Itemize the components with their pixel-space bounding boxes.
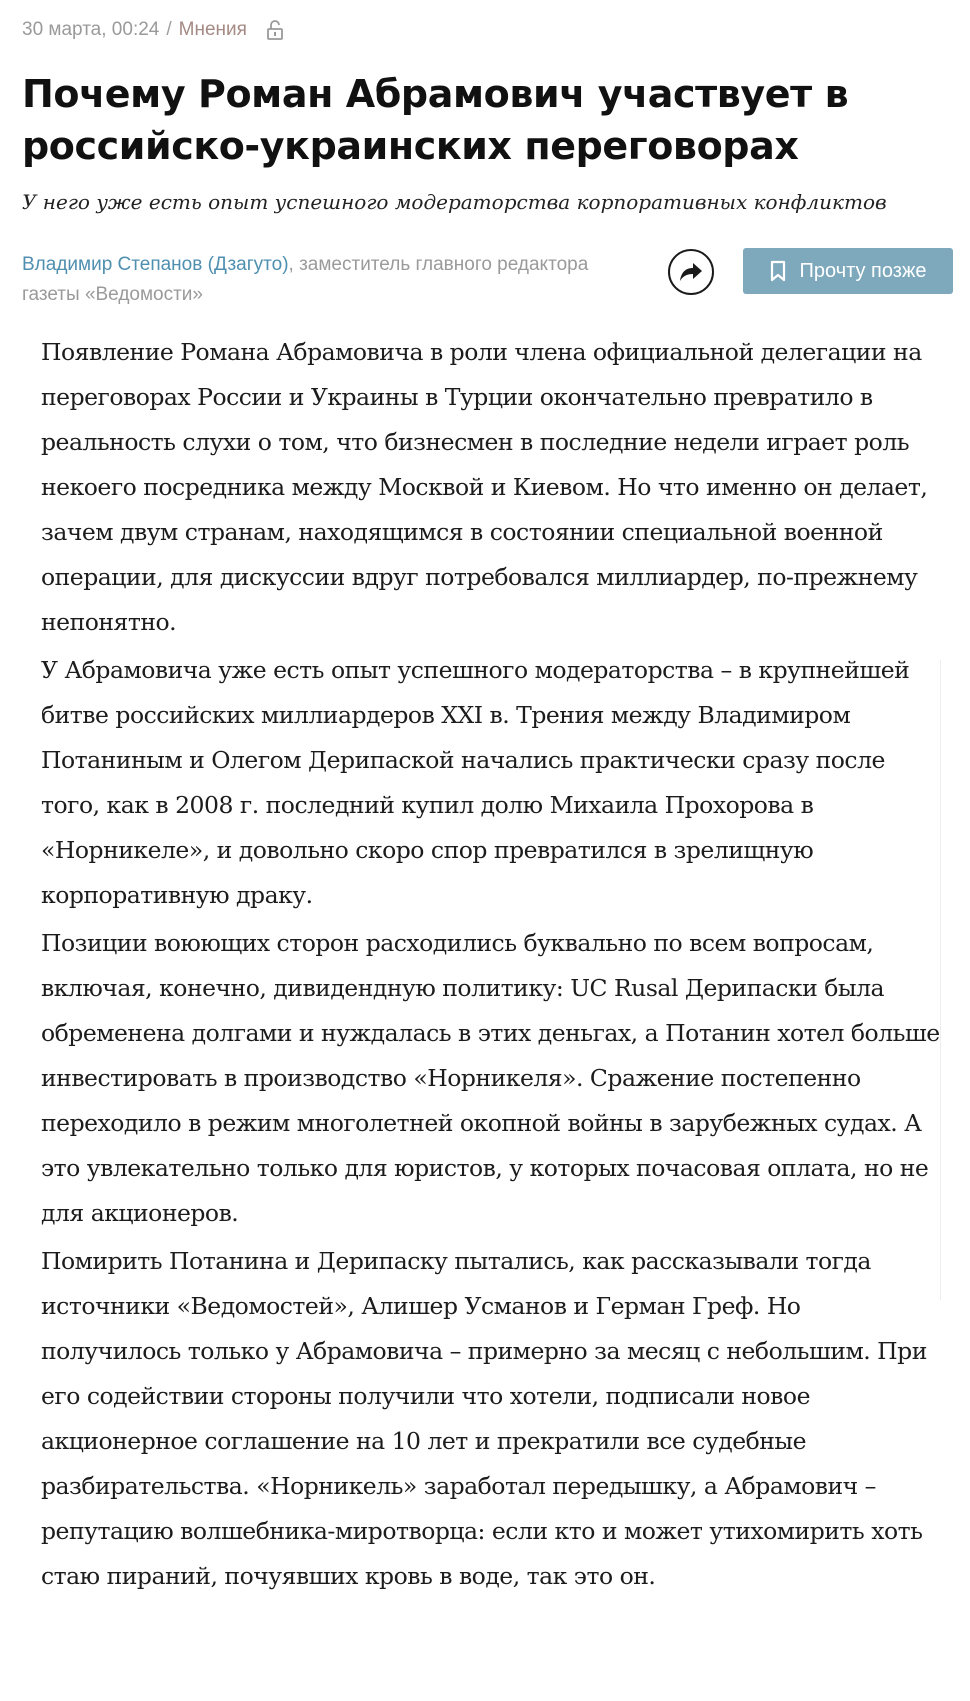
article-paragraph: У Абрамовича уже есть опыт успешного модераторства – в крупнейшей битве российских миллиардеров XXI в. Трения между Владимиром Потаниным и Олегом Дерипаской начались практически сразу после того, как в 2008 г. последний купил долю Михаила Прохорова в «Норникеле», и довольно скоро спор превратился в зрелищную корпоративную драку. bbox=[41, 656, 910, 909]
article-paragraph: Помирить Потанина и Дерипаску пытались, как рассказывали тогда источники «Ведомостей», Алишер Усманов и Герман Греф. Но получилось только у Абрамовича – примерно за месяц с небольшим. При его содействии стороны получили что хотели, подписали новое акционерное соглашение на 10 лет и прекратили все судебные разбирательства. «Норникель» заработал передышку, а Абрамович – репутацию волшебника-миротворца: если кто и может утихомирить хоть стаю пираний, почуявших кровь в воде, так это он. bbox=[41, 1247, 927, 1590]
article-header bbox=[0, 0, 970, 318]
article-title: Почему Роман Абрамович участвует в российско-украинских переговорах bbox=[22, 72, 849, 168]
author-link[interactable]: Владимир Степанов (Дзагуто) bbox=[22, 254, 289, 275]
rubric-link[interactable]: Мнения bbox=[178, 19, 247, 40]
meta-separator: / bbox=[166, 19, 172, 40]
article-subtitle: У него уже есть опыт успешного модераторства корпоративных конфликтов bbox=[22, 190, 887, 214]
bookmark-icon bbox=[770, 260, 786, 282]
content-divider bbox=[940, 660, 941, 1300]
article-meta bbox=[22, 16, 285, 44]
publish-datetime: 30 марта, 00:24 bbox=[22, 19, 160, 40]
author-position: , заместитель главного редактора газеты «Ведомости» bbox=[22, 254, 589, 305]
article-paragraph: Появление Романа Абрамовича в роли члена официальной делегации на переговорах России и Украины в Турции окончательно превратило в реальность слухи о том, что бизнесмен в последние недели играет роль некоего посредника между Москвой и Киевом. Но что именно он делает, зачем двум странам, находящимся в состоянии специальной военной операции, для дискуссии вдруг потребовался миллиардер, по-прежнему непонятно. bbox=[41, 338, 928, 636]
lock-open-icon bbox=[265, 19, 285, 41]
read-later-button[interactable] bbox=[743, 248, 953, 294]
article-paragraph: Позиции воюющих сторон расходились буквально по всем вопросам, включая, конечно, дивидендную политику: UC Rusal Дерипаски была обременена долгами и нуждалась в этих деньгах, а Потанин хотел больше инвестировать в производство «Норникеля». Сражение постепенно переходило в режим многолетней окопной войны в зарубежных судах. А это увлекательно только для юристов, у которых почасовая оплата, но не для акционеров. bbox=[41, 929, 940, 1227]
share-arrow-icon bbox=[678, 261, 704, 283]
share-button[interactable] bbox=[668, 249, 714, 295]
author-byline bbox=[22, 250, 602, 310]
read-later-label: Прочту позже bbox=[799, 259, 927, 282]
